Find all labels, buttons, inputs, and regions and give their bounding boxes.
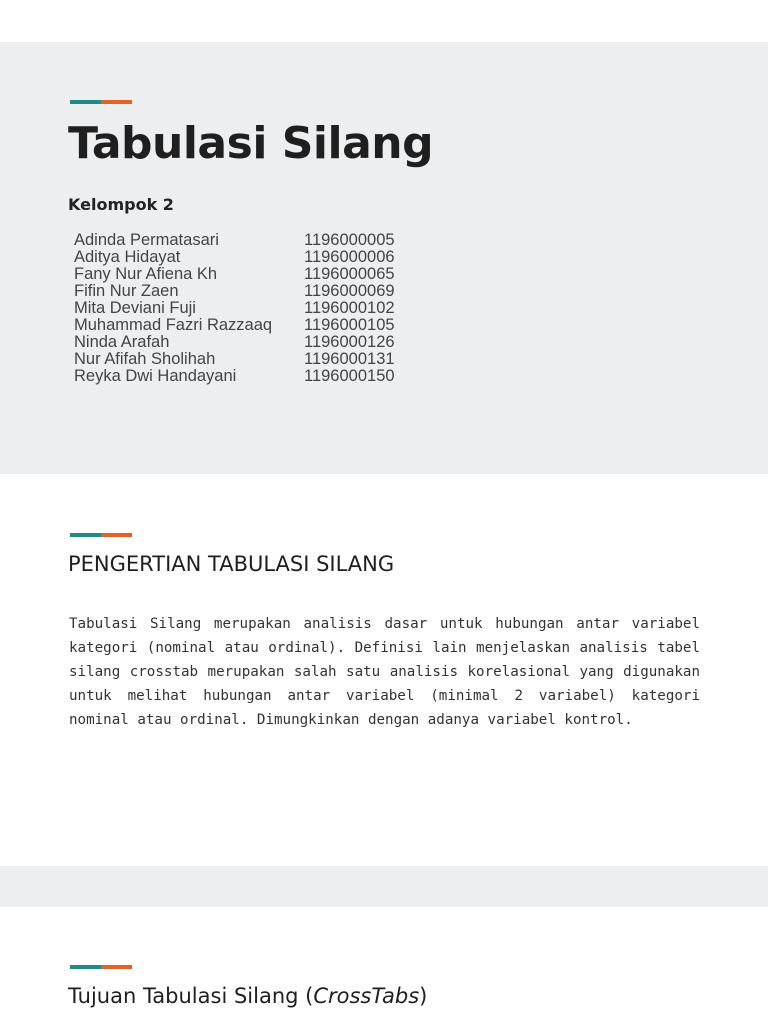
member-name: Adinda Permatasari — [74, 231, 219, 249]
blank-slide — [0, 866, 768, 907]
member-id: 1196000131 — [304, 350, 395, 368]
heading-prefix: Tujuan Tabulasi Silang ( — [68, 984, 314, 1008]
accent-orange — [101, 100, 132, 104]
member-name: Mita Deviani Fuji — [74, 299, 196, 317]
member-name: Ninda Arafah — [74, 333, 170, 351]
accent-teal — [70, 533, 101, 537]
member-row — [74, 249, 434, 266]
member-row — [74, 317, 434, 334]
members-table — [74, 232, 434, 385]
member-row — [74, 266, 434, 283]
member-id: 1196000105 — [304, 316, 395, 334]
member-row — [74, 334, 434, 351]
member-id: 1196000005 — [304, 231, 395, 249]
accent-orange — [101, 965, 132, 969]
member-row — [74, 300, 434, 317]
accent-bar — [70, 100, 132, 104]
member-row — [74, 283, 434, 300]
section-heading-pengertian: PENGERTIAN TABULASI SILANG — [68, 552, 395, 576]
heading-emphasis: CrossTabs — [313, 984, 420, 1008]
member-name: Reyka Dwi Handayani — [74, 367, 237, 385]
member-id: 1196000102 — [304, 299, 395, 317]
member-name: Fifin Nur Zaen — [74, 282, 179, 300]
member-name: Muhammad Fazri Razzaaq — [74, 316, 273, 334]
page-title: Tabulasi Silang — [68, 118, 434, 169]
accent-bar — [70, 965, 132, 969]
member-id: 1196000006 — [304, 248, 395, 266]
member-row — [74, 351, 434, 368]
member-id: 1196000150 — [304, 367, 395, 385]
accent-orange — [101, 533, 132, 537]
member-id: 1196000126 — [304, 333, 395, 351]
member-row — [74, 232, 434, 249]
member-name: Aditya Hidayat — [74, 248, 181, 266]
section-heading-tujuan — [68, 984, 427, 1008]
member-name: Nur Afifah Sholihah — [74, 350, 216, 368]
accent-teal — [70, 100, 101, 104]
member-row — [74, 368, 434, 385]
accent-bar — [70, 533, 132, 537]
member-id: 1196000065 — [304, 265, 395, 283]
definition-paragraph: Tabulasi Silang merupakan analisis dasar untuk hubungan antar variabel kategori (nominal atau ordinal). Definisi lain menjelaskan analisis tabel silang crosstab merupakan salah satu analisis korelasional yang digunakan untuk melihat hubungan antar variabel (minimal 2 variabel) kategori nominal atau ordinal. Dimungkinkan dengan adanya variabel kontrol. — [69, 616, 700, 728]
member-id: 1196000069 — [304, 282, 395, 300]
heading-suffix: ) — [419, 984, 428, 1008]
group-label: Kelompok 2 — [68, 195, 174, 214]
accent-teal — [70, 965, 101, 969]
member-name: Fany Nur Afiena Kh — [74, 265, 218, 283]
